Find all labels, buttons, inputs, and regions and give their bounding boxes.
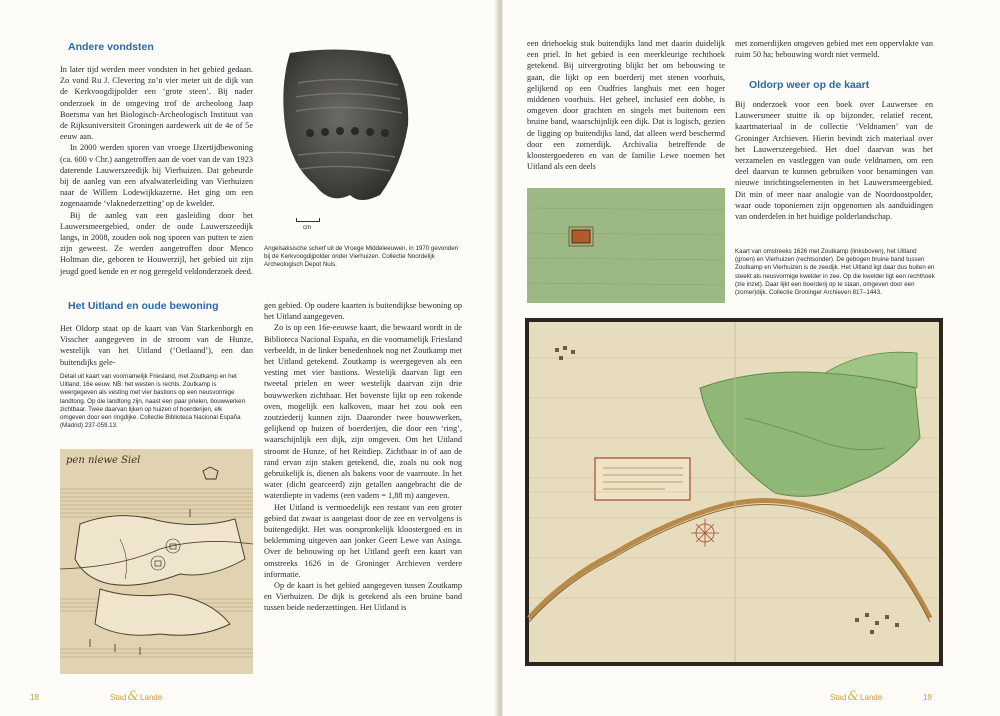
shard-caption: Angelsaksische scherf uit de Vroege Middeleeuwen, in 1970 gevonden bij de Kerkvoogdijpolder onder Vierhuizen. Collectie Noordelijk Archeologisch Depot Nuis. xyxy=(264,245,459,269)
inset-map-image xyxy=(527,188,725,303)
paragraph: Bij de aanleg van een gasleiding door het Lauwersmeergebied, onder de oude Lauwerszeedijk langs, in 2008, zouden ook nog sporen van putten te zien zijn geweest. Ze werden aangetroffen door Menco Holtman die, geboren te Houwerzijl, het gebied uit zijn jeugd goed kende en er nog geregeld veldonderzoek deed. xyxy=(60,210,253,276)
uitland-intro-paragraph xyxy=(60,323,253,368)
heading-andere-vondsten: Andere vondsten xyxy=(68,41,154,53)
scale-label: cm xyxy=(303,225,311,231)
logo-text-lande: Lande xyxy=(860,693,883,702)
paragraph: gen gebied. Op oudere kaarten is buitendijkse bewoning op het Uitland aangegeven. xyxy=(264,301,462,322)
right-column-1 xyxy=(527,38,725,172)
left-column-2 xyxy=(264,300,462,614)
paragraph: met zomerdijken omgeven gebied met een oppervlakte van ruim 50 ha; bebouwing wordt niet vermeld. xyxy=(735,39,933,60)
map-1626-drawing xyxy=(525,318,943,666)
right-column-2 xyxy=(735,99,933,222)
heading-het-uitland: Het Uitland en oude bewoning xyxy=(68,300,219,312)
scale-bar xyxy=(296,218,320,222)
page-number-left: 18 xyxy=(30,693,39,702)
right-page xyxy=(503,0,1000,716)
left-page xyxy=(0,0,497,716)
map-inscription: pen niewe Siel xyxy=(66,455,141,466)
paragraph: Op de kaart is het gebied aangegeven tussen Zoutkamp en Vierhuizen. De dijk is getekend als een bruine band tussen beide nederzettingen. Het Uitland is xyxy=(264,581,462,613)
paragraph: Het Uitland is vermoedelijk een restant van een groter gebied dat zwaar is aangetast door de zee en vervolgens is buitengedijkt. Het was oorspronkelijk kloostergoed en in beklemming uitgeven aan jonker Geert Lewe van Asinga. Over de bebouwing op het Uitland geeft een kaart van omstreeks 1626 in de Groninger Archieven verdere informatie. xyxy=(264,502,462,579)
paragraph: Het Oldorp staat op de kaart van Van Starkenborgh en Visscher aangegeven in de stroom van de Hunze, westelijk van het Uitland (‘Oetlaand’), een dan buitendijks gele- xyxy=(60,324,253,367)
logo-ampersand: & xyxy=(127,689,140,704)
logo-ampersand: & xyxy=(847,689,860,704)
shard-drawing xyxy=(270,45,420,210)
stad-lande-logo-right xyxy=(830,689,882,704)
inset-map-drawing xyxy=(527,188,725,303)
right-column-2-intro xyxy=(735,38,933,60)
map-1626-caption: Kaart van omstreeks 1626 met Zoutkamp (linksboven), het Uitland (groen) en Vierhuizen (rechtsonder). De gebogen bruine band tussen Zoutkamp en Vierhuizen is de zeedijk. Het Uitland ligt daar dus buiten en steekt als neusvormige kwelder in zee. Op die kwelder ligt een rechthoek (zie inzet). Daar lijkt een boerderij op te staan, omgeven door een (zomer)dijk. Collectie Groninger Archieven 817–1443. xyxy=(735,248,935,297)
paragraph: een driehoekig stuk buitendijks land met daarin duidelijk een priel. In het gebied is een meerkleurige rechthoek getekend. Bij uitvergroting blijkt het om bebouwing te gaan, die lijkt op een boerderij met stenen voorhuis, gelijkend op een Oudfries langhuis met een hoger middenen voorhuis. Het geheel, inclusief een dobbe, is omgeven door grachten en singels met buitenom een bruine band, waarschijnlijk een dijk. Dat is logisch, gezien de ligging op buitendijks land, dat alleen werd beschermd door een zomerdijk. Archivalia betreffende de kloostergoederen en van de familie Lewe noemen het Uitland als een deels xyxy=(527,39,725,172)
map-caption: Detail uit kaart van voornamelijk Friesland, met Zoutkamp en het Uitland, 16e eeuw. NB: het westen is rechts. Zoutkamp is weergegeven als vesting met vier bastions op een neusvormige landtong. Op die landtong zijn, naast een paar prielen, bouwwerken zichtbaar. Twee daarvan lijken op huizen of boerderijen, elk omgeven door een ringdijke. Collectie Biblioteca Nacional España (Madrid) 237-059.13. xyxy=(60,373,246,430)
stad-lande-logo-left xyxy=(110,689,162,704)
paragraph: Zo is op een 16e-eeuwse kaart, die bewaard wordt in de Biblioteca Nacional España, en die voornamelijk Friesland verbeeldt, in de linker benedenhoek nog net Zoutkamp met het Uitland getekend. Zoutkamp is weergegeven als een vesting met vier bastions. Westelijk daarvan ligt een tweetal prielen en weer westelijk daarvan zijn drie bouwwerken zichtbaar. Het bovenste lijkt op een rokende oven, mogelijk een kalkoven, maar het zou ook een zoutziederij kunnen zijn. Daaronder twee bouwwerken, gelijkend op huizen of boerderijen, die door een ‘ring’, waarschijnlijk een dijk, zijn omgeven. Om het Uitland stroomt de Hunze, of het Reitdiep. Zichtbaar in of aan de rand ervan zijn staken getekend, die, zoals nu ook nog gebruikelijk is, dienen als bakens voor de vaarroute. In het water (dicht gearceerd) zijn getallen aangebracht die de waterdiepte in vadems (een vadem = 1,88 m) aangeven. xyxy=(264,323,462,501)
paragraph: In later tijd werden meer vondsten in het gebied gedaan. Zo vond Ru J. Clevering zo’n vier meter uit de dijk van de Kerkvoogdijpolder een ‘grote steen’. Bij nader onderzoek in de omgeving trof de archeoloog Jaap Boersma van het Biologisch-Archeologisch Instituut van de Rijksuniversiteit Groningen aardewerk uit de 4e of 5e eeuw aan. xyxy=(60,65,253,142)
page-number-right: 19 xyxy=(923,693,932,702)
map-1626-image xyxy=(525,318,943,666)
left-column-1 xyxy=(60,64,253,277)
map-detail-image xyxy=(60,449,253,674)
paragraph: In 2000 werden sporen van vroege IJzertijdbewoning (ca. 600 v Chr.) aangetroffen aan de voet van de van 1923 daterende Lauwerszeedijk bij Vierhuizen. Dat gebeurde bij de aanleg van een afvalwaterleiding van Vierhuizen naar de Willem Lodewijkkazerne. Het ging om een zogenaamde ‘vlaknederzetting’ op de kwelder. xyxy=(60,143,253,209)
map-detail-drawing xyxy=(60,449,253,674)
heading-oldorp: Oldorp weer op de kaart xyxy=(749,79,870,91)
shard-photo xyxy=(270,45,420,210)
logo-text-stad: Stad xyxy=(830,693,847,702)
logo-text-stad: Stad xyxy=(110,693,127,702)
logo-text-lande: Lande xyxy=(140,693,163,702)
paragraph: Bij onderzoek voor een boek over Lauwersee en Lauwersmeer stuitte ik op bijzonder, relatief recent, kaartmateriaal in de collectie ‘Veldnamen’ van de Groninger Archieven. Hierin bevindt zich materiaal over het Lauwerszeegebied. Het doel daarvan was het verzamelen en vastleggen van oude veldnamen, om een deel daarvan te kunnen gebruiken voor benamingen van nieuwe inrichtingselementen in het Lauwersmeergebied. Dit min of meer naar analogie van de Noordoostpolder, waar oude toponiemen zijn opgenomen als aanduidingen van onderdelen in het huidige polderlandschap. xyxy=(735,100,933,222)
